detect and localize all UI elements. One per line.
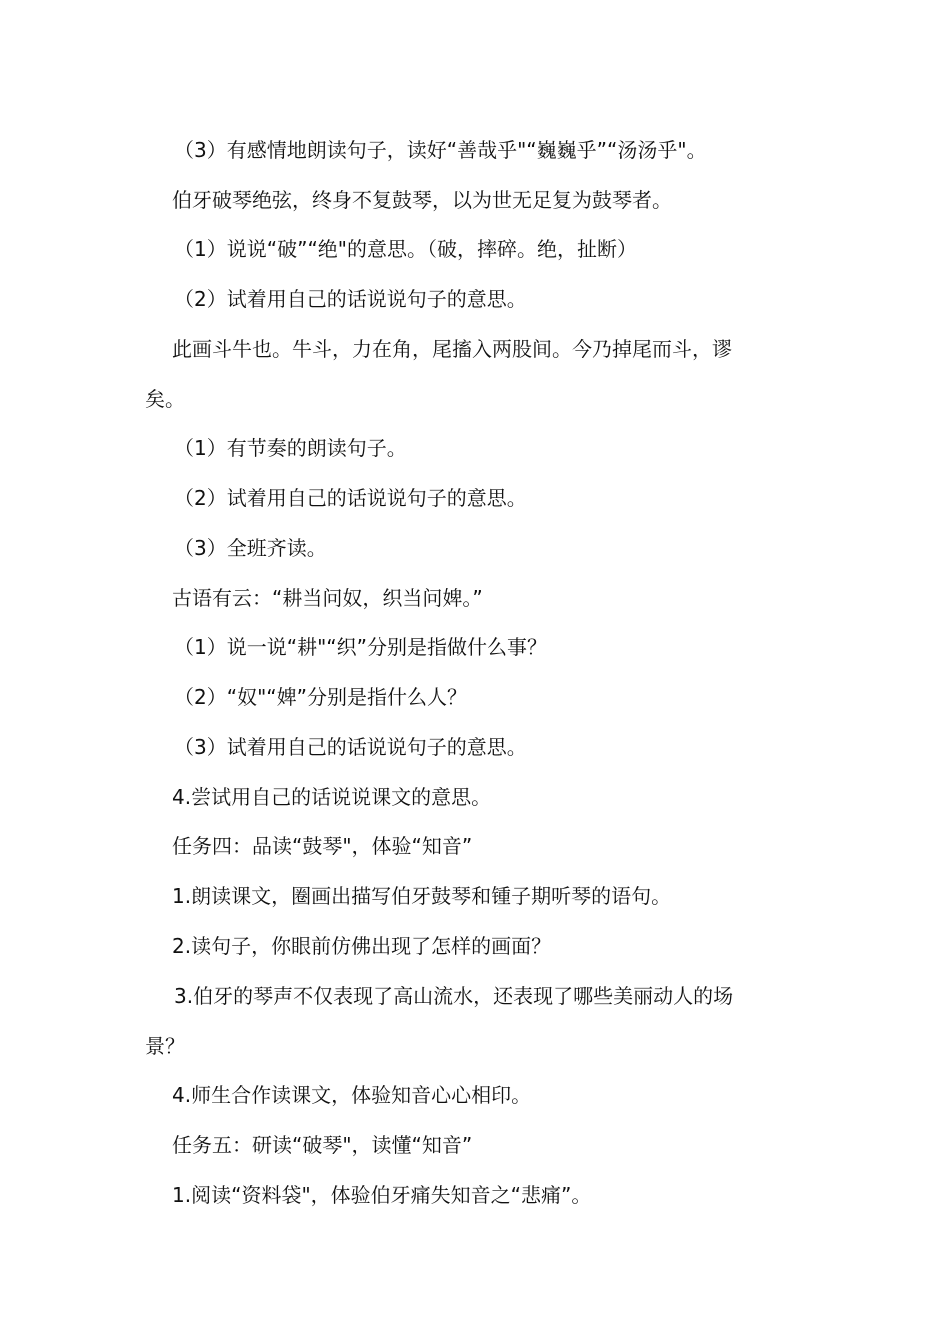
paragraph-line: 古语有云：“耕当问奴，织当问婢。”: [172, 586, 483, 610]
paragraph-line: 2.读句子，你眼前仿佛出现了怎样的画面？: [172, 934, 552, 958]
paragraph-line: （3）有感情地朗读句子，读好“善哉乎"“巍巍乎”“汤汤乎"。: [174, 138, 707, 162]
paragraph-line: （2）“奴"“婢”分别是指什么人？: [174, 685, 468, 709]
paragraph-line: 4.师生合作读课文，体验知音心心相印。: [172, 1083, 532, 1107]
paragraph-line: 4.尝试用自己的话说说课文的意思。: [172, 785, 492, 809]
paragraph-line: （2）试着用自己的话说说句子的意思。: [174, 486, 527, 510]
paragraph-line: （3）试着用自己的话说说句子的意思。: [174, 735, 527, 759]
paragraph-line: 1.阅读“资料袋"，体验伯牙痛失知音之“悲痛”。: [172, 1183, 592, 1207]
paragraph-line: 3.伯牙的琴声不仅表现了高山流水，还表现了哪些美丽动人的场: [174, 984, 734, 1008]
paragraph-line: （2）试着用自己的话说说句子的意思。: [174, 287, 527, 311]
paragraph-line: 任务四：品读“鼓琴"，体验“知音”: [172, 834, 473, 858]
paragraph-line: （3）全班齐读。: [174, 536, 327, 560]
paragraph-line: 矣。: [145, 387, 185, 411]
paragraph-line: （1）说一说“耕"“织”分别是指做什么事？: [174, 635, 548, 659]
paragraph-line: （1）说说“破”“绝"的意思。（破，摔碎。绝，扯断）: [174, 237, 638, 261]
paragraph-line: 景？: [145, 1034, 185, 1058]
paragraph-line: 1.朗读课文，圈画出描写伯牙鼓琴和锺子期听琴的语句。: [172, 884, 672, 908]
paragraph-line: （1）有节奏的朗读句子。: [174, 436, 407, 460]
paragraph-line: 伯牙破琴绝弦，终身不复鼓琴，以为世无足复为鼓琴者。: [172, 188, 672, 212]
paragraph-line: 任务五：研读“破琴"，读懂“知音”: [172, 1133, 473, 1157]
paragraph-line: 此画斗牛也。牛斗，力在角，尾搐入两股间。今乃掉尾而斗，谬: [172, 337, 732, 361]
